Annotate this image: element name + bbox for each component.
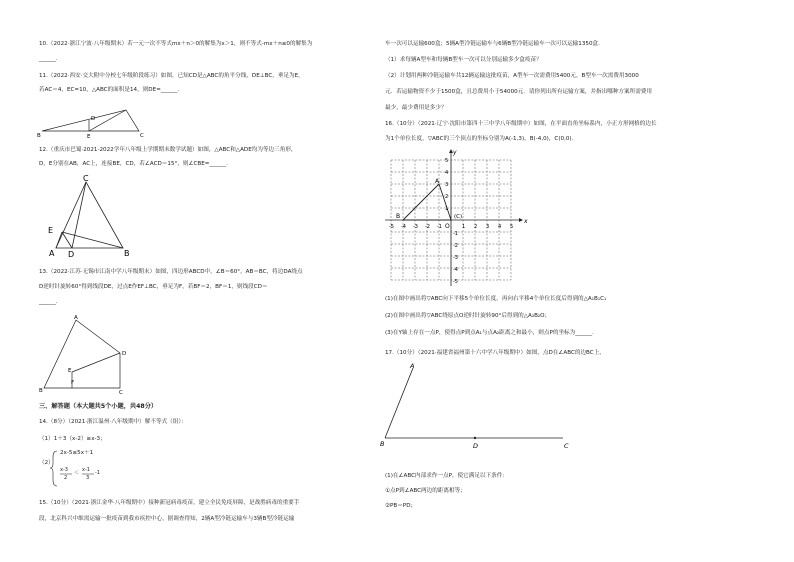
q11-label-e: E (87, 134, 91, 140)
q12-label-a: A (49, 249, 55, 258)
q17-figure (379, 360, 579, 452)
y-tick: -5 (453, 279, 458, 285)
q17-label-c: C (564, 442, 569, 450)
x-tick: 1 (462, 224, 466, 230)
q12-label-e: E (48, 226, 54, 235)
q14-part2-num1: x-3 (60, 467, 68, 473)
q13-line2: D逆时针旋转60°得到线段DE，过点E作EF⊥BC，垂足为F，若BF＝2，BF＝1，则线段CD＝ (39, 284, 268, 290)
x-axis-arrow-icon (519, 218, 523, 222)
y-tick: -1 (453, 231, 458, 237)
y-tick: 1 (445, 206, 449, 212)
q17-line1: 17.（10分）（2021·福建省福州第十六中学八年级期中）如图，点D在∠ABC的边BC上， (385, 350, 605, 356)
x-tick: -3 (413, 224, 418, 230)
y-tick: 5 (445, 158, 449, 164)
q12-line2: D，E分别在AB，AC上，连接BE，CD，若∠ACD＝15°，则∠CBE=______. (39, 161, 229, 167)
q11-label-b: B (37, 133, 41, 139)
q16-part2: (2)在图中画出将▽ABC绕原点O逆时针旋转90°后得到的△A₂B₂O； (385, 313, 551, 319)
origin-label: O (445, 223, 450, 230)
q14-part2-mid: ＜ (74, 470, 80, 476)
q15-line1: 15.（10分）（2021·浙江金华·八年级期中）接种新冠病毒疫苗，建立全民免疫屏障，是战胜病毒的重要手 (39, 500, 300, 506)
q14-line1: 14.（8分）（2021·浙江温州·八年级期中）解不等式（组）： (39, 419, 187, 425)
point-label-c: (C) (454, 214, 463, 220)
y-tick: 4 (445, 170, 449, 176)
q12-label-b: B (124, 249, 130, 258)
y-tick: -3 (453, 255, 458, 261)
y-tick: 3 (445, 182, 449, 188)
q15-part2-line3: 最少，最少费用是多少？ (385, 105, 447, 111)
q15-cont-line1: 车一次可以运输600盒；5辆A型冷链运输车与6辆B型冷链运输车一次可以运输1350盒. (385, 41, 600, 47)
q11-label-d: D (91, 116, 96, 122)
q16-part1: (1)在图中画出将▽ABC向下平移5个单位长度，再向右平移4个单位长度后得到的△A₁B₁C₁ (385, 296, 607, 302)
q14-part2-tail: -1 (95, 470, 100, 476)
q17-cond2: ②PB＝PD； (385, 503, 417, 509)
q14-part1: （1）1＋3（x-2）≥x-3； (39, 436, 106, 442)
q17-label-b: B (380, 440, 385, 448)
q13-label-b: B (39, 388, 43, 394)
y-tick: -2 (453, 243, 458, 249)
x-tick: -1 (437, 224, 442, 230)
axis-label-y: y (453, 149, 457, 156)
q17-label-a: A (410, 362, 415, 370)
q10-line2: ______. (39, 56, 58, 62)
q13-label-e: E (68, 368, 72, 374)
y-tick: -4 (453, 267, 458, 273)
section-3-heading: 三、解答题（本大题共5个小题，共48分） (39, 403, 158, 410)
x-tick: 2 (474, 224, 478, 230)
q12-label-c: C (83, 174, 89, 183)
x-tick: 4 (498, 224, 502, 230)
q17-ray-ba (385, 368, 413, 438)
point-label-b: B (396, 213, 401, 220)
q15-line2: 段，北京科兴中维需运输一批疫苗到我市疾控中心，据调查得知，2辆A型冷链运输车与3辆B型冷链运输 (39, 516, 295, 522)
q14-part2-num2: x-1 (82, 467, 90, 473)
q12-label-d: D (68, 250, 75, 259)
q13-line-de (72, 353, 120, 372)
q14-part2-den1: 2 (64, 475, 68, 481)
q17-label-d: D (473, 442, 479, 450)
q12-figure (42, 172, 132, 262)
q17-point-d (474, 437, 476, 439)
point-label-a: A (435, 178, 440, 185)
brace-icon (50, 451, 57, 486)
axis-label-x: x (524, 218, 528, 225)
x-tick: -2 (425, 224, 430, 230)
q13-label-d: D (122, 351, 127, 357)
q14-part2-ineq1: 2x-5≤5x＋1 (60, 450, 94, 456)
q13-quadrilateral (44, 320, 120, 388)
x-tick: -4 (401, 224, 406, 230)
q16-part3: (3)在Y轴上存在一点P，使得点P到点A₁与点A₂距离之和最小，则点P的坐标为______. (385, 330, 594, 336)
q13-label-c: C (119, 390, 123, 394)
q15-part2-line1: （2）计划用两种冷链运输车共12辆运输这批疫苗，A型车一次需费用5400元，B型车一次需费用3000 (385, 73, 639, 79)
y-tick: 2 (445, 194, 449, 200)
q16-line2: 为1个单位长度，▽ABC的三个顶点的坐标分别为A(-1,3)，B(-4,0)，C(0,0). (385, 136, 574, 142)
q16-line1: 16.（10分）（2021·辽宁·沈阳市第四十三中学八年级期中）如图，在平面直角坐标系内，小正方形网格的边长 (385, 121, 657, 127)
x-tick: 5 (510, 224, 514, 230)
q13-label-a: A (74, 315, 78, 321)
q12-line-eb (62, 232, 123, 248)
q13-line1: 13.（2022·江苏·无锡市江南中学八年级期末）如图，四边形ABCD中，∠B＝60°，AB＝BC，将边DA绕点 (39, 269, 303, 275)
q16-coordinate-grid (379, 148, 529, 293)
q10-line1: 10.（2022·浙江宁波·八年级期末）若一元一次不等式mx＋n＞0的解集为x＞1，则不等式-mx＋n≤0的解集为 (39, 41, 313, 47)
x-tick: -5 (389, 224, 394, 230)
q11-label-c: C (140, 133, 144, 139)
q17-cond1: ①点P到∠ABC两边的距离相等； (385, 488, 466, 494)
q13-figure (36, 314, 136, 394)
q13-line3: ______. (39, 299, 58, 305)
q14-part2-den2: 3 (86, 475, 90, 481)
q13-label-f: F (71, 380, 75, 386)
q15-part1: （1）求每辆A型车和每辆B型车一次可以分别运输多少盒疫苗？ (385, 57, 542, 63)
q11-line1: 11.（2022·西安·交大附中分校七年级阶段练习）如图，已知CD是△ABC的角平分线，DE⊥BC，垂足为E， (39, 73, 304, 79)
q15-part2-line2: 元．若运输物资不少于1500盒，且总费用小于54000元．请你列出所有运输方案，并指出哪种方案所需费用 (385, 89, 652, 95)
q17-part1: (1)在∠ABC内部求作一点P，使它满足以下条件： (385, 473, 508, 479)
q11-line2: 若AC＝4，EC=10，△ABC的面积是14，则DE=______. (39, 87, 180, 93)
x-tick: 3 (486, 224, 490, 230)
q14-part2-label: （2） (39, 460, 54, 466)
q11-figure (36, 98, 146, 140)
y-tick-labels (445, 158, 458, 285)
q12-line-ae (56, 232, 62, 248)
q12-line1: 12.（重庆市巴蜀·2021-2022学年八年级上学期期末数学试题）如图，△ABC和△ADE均为等边三角形， (39, 147, 297, 153)
